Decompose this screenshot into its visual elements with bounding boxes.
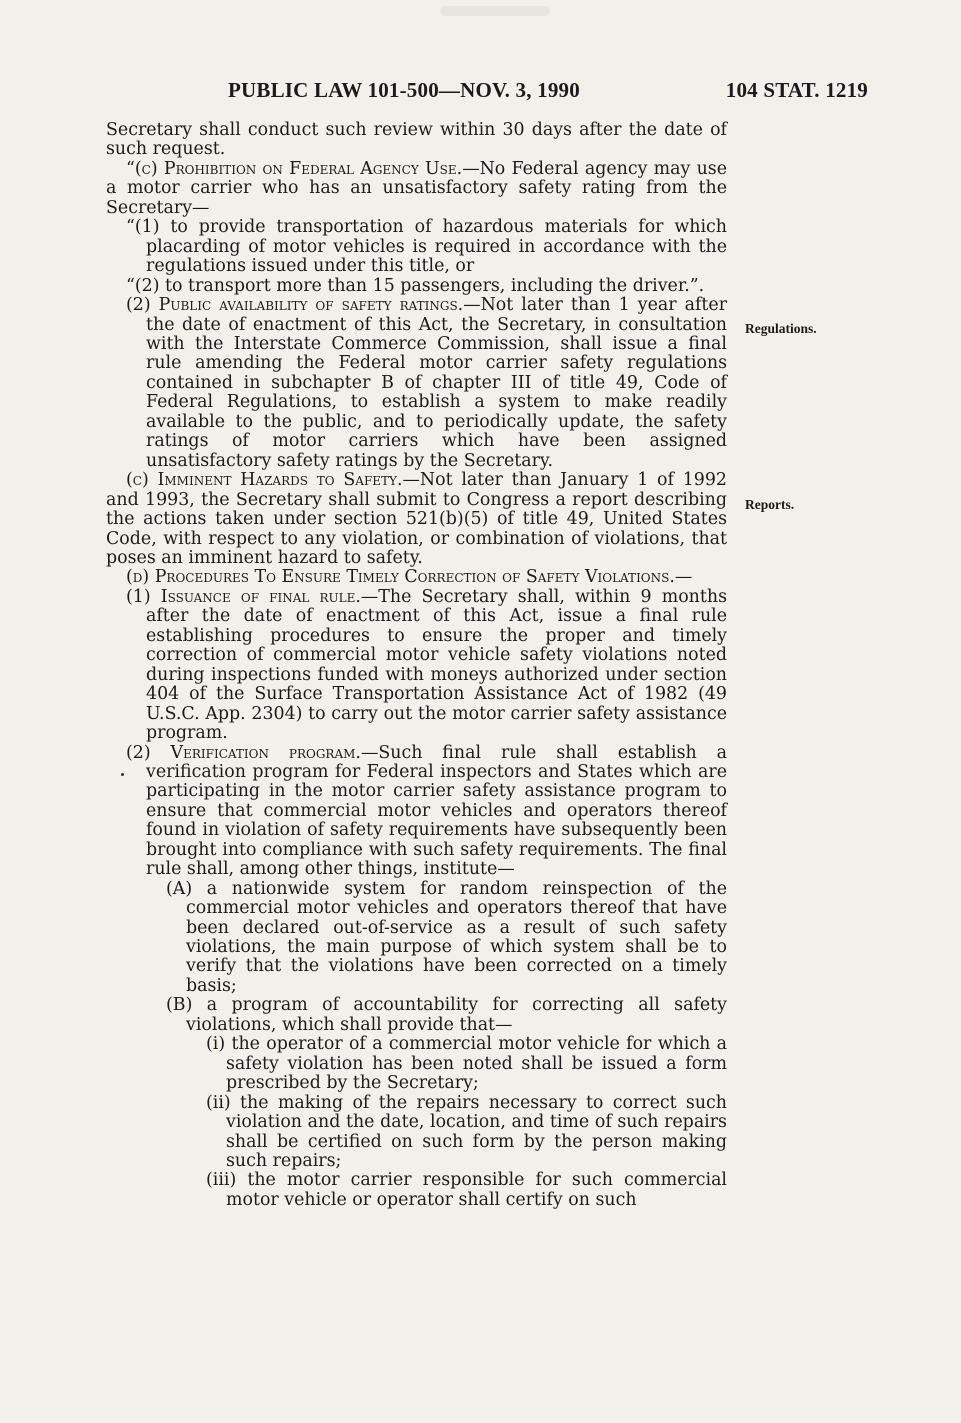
scan-smudge bbox=[440, 6, 550, 16]
text-verification-program: —Such final rule shall establish a verification program for Federal inspectors and States which are participating in the motor carrier safety assistance program to ensure that commercial motor vehicles and operators thereof found in violation of safety requirements have subsequently been brought into compliance with such safety requirements. The final rule shall, among other things, institute— bbox=[146, 742, 727, 880]
heading-procedures: (d) Procedures To Ensure Timely Correction of Safety Violations. bbox=[126, 567, 675, 588]
margin-note-reports: Reports. bbox=[745, 497, 795, 512]
text-issuance-final-rule: —The Secretary shall, within 9 months after the date of enactment of this Act, issue a final rule establishing procedures to ensure the proper and timely correction of commercial motor vehicle safety violations noted during inspections funded with moneys authorized under section 404 of the Surface Transportation Assistance Act of 1982 (49 U.S.C. App. 2304) to carry out the motor carrier safety assistance program. bbox=[146, 586, 727, 744]
subparagraph-a-random-reinspection: (A) a nationwide system for random reinspection of the commercial motor vehicles and operators thereof that have been declared out-of-service as a result of such safety violations, the main purpose of which system shall be to verify that the violations have been corrected on a timely basis; bbox=[166, 878, 727, 996]
paragraph-public-availability bbox=[106, 296, 727, 471]
clause-hazardous-materials: “(1) to provide transportation of hazardous materials for which placarding of motor vehicles is required in accordance with the regulations issued under this title, or bbox=[126, 217, 727, 277]
paragraph-review-continuation: Secretary shall conduct such review within 30 days after the date of such request. bbox=[106, 120, 727, 160]
paragraph-verification-program bbox=[106, 744, 727, 880]
document-body bbox=[106, 121, 727, 1210]
heading-imminent-hazards: (c) Imminent Hazards to Safety. bbox=[126, 470, 403, 491]
clause-ii-repairs-certified: (ii) the making of the repairs necessary to correct such violation and the date, location, and time of such repairs shall be certified on such form by the person making such repairs; bbox=[206, 1092, 727, 1172]
text-public-availability: —Not later than 1 year after the date of enactment of this Act, the Secretary, in consultation with the Interstate Commerce Commission, shall issue a final rule amending the Federal motor carrier safety regulations contained in subchapter B of chapter III of title 49, Code of Federal Regulations, to establish a system to make readily available to the public, and to periodically update, the safety ratings of motor carriers which have been assigned unsatisfactory safety ratings by the Secretary. bbox=[146, 295, 728, 471]
text-prohibition: —No Federal agency may use a motor carrier who has an unsatisfactory safety rating from the Secretary— bbox=[106, 158, 728, 218]
subparagraph-b-accountability: (B) a program of accountability for correcting all safety violations, which shall provide that— bbox=[166, 995, 727, 1035]
heading-issuance-final-rule: (1) Issuance of final rule. bbox=[126, 586, 361, 607]
margin-note-regulations: Regulations. bbox=[745, 321, 817, 336]
clause-passengers: “(2) to transport more than 15 passengers, including the driver.”. bbox=[126, 275, 705, 296]
heading-verification-program: (2) Verification program. bbox=[126, 742, 361, 763]
heading-public-availability: (2) Public availability of safety ratings. bbox=[126, 295, 464, 316]
paragraph-imminent-hazards bbox=[106, 471, 727, 568]
text-imminent-hazards: —Not later than January 1 of 1992 and 1993, the Secretary shall submit to Congress a report describing the actions taken under section 521(b)(5) of title 49, United States Code, with respect to any violation, or combination of violations, that poses an imminent hazard to safety. bbox=[106, 470, 727, 568]
heading-prohibition: “(c) Prohibition on Federal Agency Use. bbox=[126, 158, 463, 179]
text-procedures: — bbox=[674, 567, 693, 588]
header-title: PUBLIC LAW 101-500—NOV. 3, 1990 bbox=[228, 78, 580, 102]
header-stat-page: 104 STAT. 1219 bbox=[725, 78, 868, 102]
clause-iii-motor-carrier-certify: (iii) the motor carrier responsible for such commercial motor vehicle or operator shall certify on such bbox=[206, 1170, 727, 1210]
paragraph-prohibition-federal-agency-use bbox=[106, 160, 727, 218]
paragraph-issuance-final-rule bbox=[106, 588, 727, 744]
paragraph-procedures-timely-correction bbox=[106, 568, 727, 587]
page-header bbox=[228, 78, 868, 106]
clause-i-operator-form: (i) the operator of a commercial motor vehicle for which a safety violation has been noted shall be issued a form prescribed by the Secretary; bbox=[206, 1034, 727, 1094]
